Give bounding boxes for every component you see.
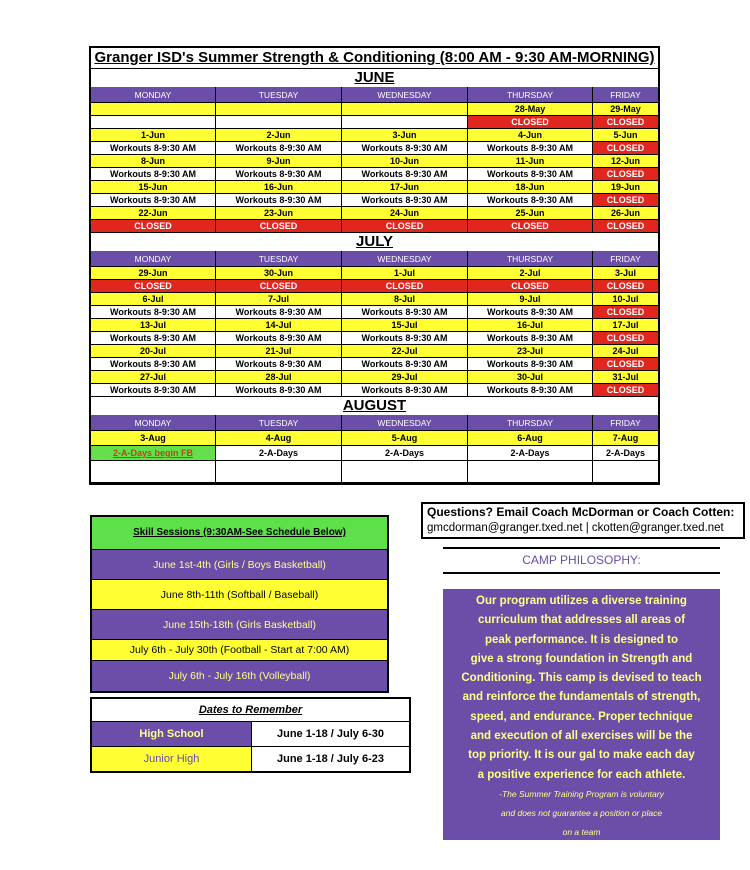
schedule-cell: Workouts 8-9:30 AM (91, 358, 216, 371)
schedule-cell: Workouts 8-9:30 AM (216, 168, 342, 181)
day-header-tuesday: TUESDAY (216, 251, 342, 267)
schedule-cell: Workouts 8-9:30 AM (468, 194, 593, 207)
date-row (91, 155, 658, 168)
schedule-cell: Workouts 8-9:30 AM (468, 142, 593, 155)
schedule-cell: Workouts 8-9:30 AM (468, 168, 593, 181)
date-cell: 7-Jul (216, 293, 342, 306)
date-cell: 29-Jun (91, 267, 216, 280)
date-cell: 1-Jun (91, 129, 216, 142)
philosophy-line: curriculum that addresses all areas of (477, 614, 686, 627)
date-cell: 2-Jul (468, 267, 593, 280)
dates-heading: Dates to Remember (92, 699, 409, 722)
empty-cell (342, 461, 468, 483)
date-cell: 28-May (468, 103, 593, 116)
schedule-cell: Workouts 8-9:30 AM (342, 384, 468, 397)
schedule-cell: Workouts 8-9:30 AM (342, 168, 468, 181)
skill-sessions-box (90, 515, 389, 693)
date-cell: 24-Jul (593, 345, 658, 358)
philosophy-note-line: and does not guarantee a position or place (500, 807, 663, 818)
dates-label: Junior High (92, 747, 252, 771)
date-cell: 30-Jul (468, 371, 593, 384)
date-cell: 6-Jul (91, 293, 216, 306)
date-cell: 8-Jul (342, 293, 468, 306)
closed-cell: CLOSED (593, 220, 658, 233)
status-row (91, 384, 658, 397)
schedule-table (89, 46, 660, 485)
date-row (91, 371, 658, 384)
schedule-cell: Workouts 8-9:30 AM (91, 332, 216, 345)
date-cell: 7-Aug (593, 431, 658, 446)
status-row (91, 194, 658, 207)
schedule-cell (342, 116, 468, 129)
date-cell: 3-Aug (91, 431, 216, 446)
schedule-cell: Workouts 8-9:30 AM (342, 332, 468, 345)
schedule-cell: Workouts 8-9:30 AM (216, 194, 342, 207)
status-row (91, 358, 658, 371)
schedule-cell: Workouts 8-9:30 AM (342, 306, 468, 319)
schedule-cell (91, 116, 216, 129)
schedule-cell: Workouts 8-9:30 AM (216, 332, 342, 345)
day-header-friday: FRIDAY (593, 415, 658, 431)
date-cell: 29-Jul (342, 371, 468, 384)
date-cell: 27-Jul (91, 371, 216, 384)
contact-emails[interactable]: gmcdorman@granger.txed.net | ckotten@granger.txed.net (427, 522, 724, 534)
dates-to-remember-box (90, 697, 411, 773)
date-cell: 29-May (593, 103, 658, 116)
date-row (91, 103, 658, 116)
june-calendar (91, 103, 658, 233)
closed-cell: CLOSED (593, 168, 658, 181)
date-row (91, 431, 658, 446)
philosophy-line: and reinforce the fundamentals of strength, (462, 691, 701, 704)
camp-philosophy-title: CAMP PHILOSOPHY: (443, 547, 720, 574)
closed-cell: CLOSED (468, 280, 593, 293)
schedule-cell: Workouts 8-9:30 AM (468, 332, 593, 345)
date-cell: 30-Jun (216, 267, 342, 280)
schedule-cell: 2-A-Days (593, 446, 658, 461)
day-header-monday: MONDAY (91, 87, 216, 103)
closed-cell: CLOSED (593, 142, 658, 155)
closed-cell: CLOSED (468, 116, 593, 129)
schedule-cell: Workouts 8-9:30 AM (91, 306, 216, 319)
philosophy-line: Our program utilizes a diverse training (476, 595, 687, 607)
schedule-cell: Workouts 8-9:30 AM (91, 142, 216, 155)
philosophy-line: and execution of all exercises will be the (470, 730, 693, 743)
closed-cell: CLOSED (91, 220, 216, 233)
date-cell: 1-Jul (342, 267, 468, 280)
schedule-title: Granger ISD's Summer Strength & Conditioning (8:00 AM - 9:30 AM-MORNING) (91, 48, 658, 69)
empty-cell (216, 461, 342, 483)
status-row (91, 446, 658, 461)
date-cell: 24-Jun (342, 207, 468, 220)
closed-cell: CLOSED (593, 332, 658, 345)
date-cell: 6-Aug (468, 431, 593, 446)
date-cell: 17-Jul (593, 319, 658, 332)
schedule-cell: 2-A-Days (468, 446, 593, 461)
philosophy-line: peak performance. It is designed to (485, 633, 678, 646)
date-cell: 2-Jun (216, 129, 342, 142)
date-cell: 8-Jun (91, 155, 216, 168)
schedule-cell: Workouts 8-9:30 AM (91, 194, 216, 207)
day-header-row (91, 251, 658, 267)
status-row (91, 306, 658, 319)
date-cell: 25-Jun (468, 207, 593, 220)
day-header-wednesday: WEDNESDAY (342, 87, 468, 103)
closed-cell: CLOSED (593, 194, 658, 207)
philosophy-note-line: -The Summer Training Program is voluntary (499, 788, 664, 799)
date-cell: 15-Jun (91, 181, 216, 194)
schedule-cell: 2-A-Days (342, 446, 468, 461)
date-cell: 23-Jun (216, 207, 342, 220)
blank-row (91, 461, 658, 483)
schedule-cell: Workouts 8-9:30 AM (216, 384, 342, 397)
month-label-august: AUGUST (342, 397, 407, 414)
date-cell: 18-Jun (468, 181, 593, 194)
schedule-cell: 2-A-Days (216, 446, 342, 461)
date-cell: 14-Jul (216, 319, 342, 332)
date-cell: 17-Jun (342, 181, 468, 194)
schedule-cell: Workouts 8-9:30 AM (468, 306, 593, 319)
closed-cell: CLOSED (593, 116, 658, 129)
date-cell: 4-Aug (216, 431, 342, 446)
schedule-cell: 2-A-Days begin FB (91, 446, 216, 461)
dates-row-high-school (92, 722, 409, 747)
closed-cell: CLOSED (593, 306, 658, 319)
date-cell: 20-Jul (91, 345, 216, 358)
july-calendar (91, 267, 658, 397)
skill-session-item: July 6th - July 16th (Volleyball) (92, 661, 387, 691)
schedule-cell: Workouts 8-9:30 AM (468, 358, 593, 371)
date-cell: 15-Jul (342, 319, 468, 332)
closed-cell: CLOSED (593, 358, 658, 371)
dates-value: June 1-18 / July 6-23 (277, 753, 384, 765)
dates-label: High School (92, 722, 252, 746)
date-cell (342, 103, 468, 116)
day-header-thursday: THURSDAY (468, 415, 593, 431)
philosophy-text (451, 592, 712, 785)
philosophy-line: Conditioning. This camp is devised to teach (461, 672, 702, 685)
closed-cell: CLOSED (91, 280, 216, 293)
philosophy-line: give a strong foundation in Strength and (470, 652, 693, 665)
month-label-july: JULY (356, 233, 393, 250)
schedule-cell: Workouts 8-9:30 AM (342, 194, 468, 207)
date-cell: 16-Jul (468, 319, 593, 332)
date-cell: 11-Jun (468, 155, 593, 168)
day-header-wednesday: WEDNESDAY (342, 415, 468, 431)
august-calendar (91, 431, 658, 483)
dates-value: June 1-18 / July 6-30 (277, 728, 384, 740)
status-row (91, 220, 658, 233)
closed-cell: CLOSED (216, 280, 342, 293)
date-cell: 12-Jun (593, 155, 658, 168)
skill-session-item: June 15th-18th (Girls Basketball) (92, 610, 387, 640)
questions-box (421, 502, 745, 539)
date-row (91, 181, 658, 194)
schedule-cell: Workouts 8-9:30 AM (468, 384, 593, 397)
closed-cell: CLOSED (593, 280, 658, 293)
status-row (91, 168, 658, 181)
date-cell: 5-Jun (593, 129, 658, 142)
philosophy-note (451, 785, 712, 842)
date-cell (91, 103, 216, 116)
status-row (91, 332, 658, 345)
questions-heading: Questions? Email Coach McDorman or Coach Cotten: (427, 505, 735, 519)
closed-cell: CLOSED (216, 220, 342, 233)
day-header-row (91, 87, 658, 103)
empty-cell (91, 461, 216, 483)
status-row (91, 142, 658, 155)
schedule-cell: Workouts 8-9:30 AM (342, 358, 468, 371)
closed-cell: CLOSED (468, 220, 593, 233)
date-cell: 28-Jul (216, 371, 342, 384)
date-row (91, 319, 658, 332)
day-header-monday: MONDAY (91, 415, 216, 431)
date-row (91, 207, 658, 220)
date-cell: 22-Jul (342, 345, 468, 358)
date-cell: 13-Jul (91, 319, 216, 332)
closed-cell: CLOSED (342, 280, 468, 293)
dates-row-junior-high (92, 747, 409, 771)
date-cell: 23-Jul (468, 345, 593, 358)
date-cell: 9-Jun (216, 155, 342, 168)
philosophy-note-line: on a team (562, 826, 601, 837)
date-row (91, 267, 658, 280)
month-label-june: JUNE (354, 69, 395, 86)
schedule-cell: Workouts 8-9:30 AM (342, 142, 468, 155)
philosophy-line: top priority. It is our gal to make each day (468, 749, 695, 762)
date-cell: 3-Jul (593, 267, 658, 280)
day-header-friday: FRIDAY (593, 87, 658, 103)
schedule-cell: Workouts 8-9:30 AM (216, 358, 342, 371)
empty-cell (468, 461, 593, 483)
date-cell: 19-Jun (593, 181, 658, 194)
day-header-row (91, 415, 658, 431)
day-header-thursday: THURSDAY (468, 251, 593, 267)
philosophy-line: a positive experience for each athlete. (477, 768, 686, 781)
skill-session-item: July 6th - July 30th (Football - Start at 7:00 AM) (92, 640, 387, 661)
schedule-cell (216, 116, 342, 129)
closed-cell: CLOSED (593, 384, 658, 397)
status-row (91, 280, 658, 293)
date-cell: 16-Jun (216, 181, 342, 194)
camp-philosophy-box (443, 589, 720, 840)
day-header-wednesday: WEDNESDAY (342, 251, 468, 267)
day-header-monday: MONDAY (91, 251, 216, 267)
date-cell: 21-Jul (216, 345, 342, 358)
date-cell (216, 103, 342, 116)
date-cell: 3-Jun (342, 129, 468, 142)
date-cell: 10-Jun (342, 155, 468, 168)
date-row (91, 345, 658, 358)
day-header-tuesday: TUESDAY (216, 415, 342, 431)
date-cell: 5-Aug (342, 431, 468, 446)
day-header-thursday: THURSDAY (468, 87, 593, 103)
skill-sessions-heading: Skill Sessions (9:30AM-See Schedule Below) (92, 517, 387, 550)
closed-cell: CLOSED (342, 220, 468, 233)
schedule-cell: Workouts 8-9:30 AM (91, 168, 216, 181)
date-cell: 26-Jun (593, 207, 658, 220)
date-row (91, 129, 658, 142)
date-cell: 10-Jul (593, 293, 658, 306)
date-cell: 9-Jul (468, 293, 593, 306)
status-row (91, 116, 658, 129)
date-cell: 31-Jul (593, 371, 658, 384)
date-row (91, 293, 658, 306)
date-cell: 4-Jun (468, 129, 593, 142)
skill-session-item: June 8th-11th (Softball / Baseball) (92, 580, 387, 610)
philosophy-line: speed, and endurance. Proper technique (470, 710, 693, 723)
empty-cell (593, 461, 658, 483)
schedule-cell: Workouts 8-9:30 AM (216, 306, 342, 319)
day-header-tuesday: TUESDAY (216, 87, 342, 103)
schedule-cell: Workouts 8-9:30 AM (216, 142, 342, 155)
day-header-friday: FRIDAY (593, 251, 658, 267)
date-cell: 22-Jun (91, 207, 216, 220)
skill-session-item: June 1st-4th (Girls / Boys Basketball) (92, 550, 387, 580)
schedule-cell: Workouts 8-9:30 AM (91, 384, 216, 397)
